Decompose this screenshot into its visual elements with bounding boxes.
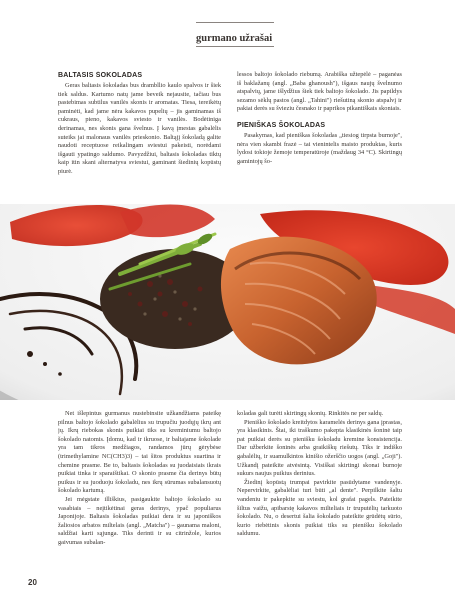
header-rule-bottom [196, 46, 274, 47]
heading-white-chocolate: BALTASIS ŠOKOLADAS [58, 72, 143, 79]
paragraph: Žiedinį kopūstą trumpai pavirkite pasūdytame vandenyje. Nepervirkite, gabalėliai turi būti „al dente". Perpilkite šaltu vandeniu ir pakepkite su sviestu, kol grafai pagels. Pateikite šiltus vaižu, apibarstę kakavos milteliais ir truputėlių tarkuoto šokolado. Nu, o desertui šalia šokolado pateikite grūdėtų sūrio, kurio riebėtinis skonis puikiai tiks su pienišku šokolado saldumu. [237, 478, 402, 538]
paragraph: Geras baltasis šokoladas bus drambllio kaulo spalvos ir šiek tiek saldus. Kartumo natų jame beveik nejausite, tačiau bus pastebimas subtilus vanilės skonis ir aromatas. Tiesa, tereikėtų paminėti, kad jame nėra kakavos pupelių – jis gaminamas iš cukraus, pieno, kakavos sviesto ir vanilės. Bodėtiniga derinamas, nes skonis gana švelnus. Į kavą įmestas gabalėlis suteiks jai malonaus vanilės prieskonio. Baltąjį šokoladą galite naudoti receptuose reikalingam sviestui pakeisti, norėdami išgauti ypatingo saldumo. Pavyzdžiui, baltasis šokoladas tiktų kaip itin skani alternatyva sviestui, gaminant šiedinių kopūstų piurė. [58, 82, 221, 175]
right-column-bottom [237, 410, 402, 574]
page-number: 20 [28, 578, 37, 587]
right-column-top [237, 71, 402, 201]
paragraph: koladas gali turėti skirtingų skonių. Rinkitės ne per saldų. [237, 410, 384, 417]
left-column-top [58, 71, 221, 196]
paragraph: lessos baltojo šokolado riebumą. Arabiška užtepėlė – paganėas iš baklažanų (angl. „Baba ghanoush"), išgaus naujų švelnumo atspalvių, jame išlydžius šiek tiek baltojo šokolado. Jis papildys sezamo sėklų pastos (angl. „Tahini") riešutiną skonio atspalvį ir pakiai derės su švieziu česnako ir paprikos pikantiškais skoniais. [237, 71, 402, 113]
paragraph: Pieniško šokolado kreitdytos karamelės derinys gana įprastas, yra klasikinis. Štai, iki traškumo pakepta klasikinės šoninė taip pat puikiai derės su pienišku šokoladu kremine konsistencija. Dar užberkite šoninės arba graikiškų riešutų. Tiks ir indiško gabalėlių, ir suamulkintos kinišio ožerščio uogos (angl. „Goji"). Užkandį pateikite atvėsintą. Visiškai skirtingi skonai burnoje sukurs naujus puikius derinius. [237, 418, 402, 478]
paragraph: Jei mėgstate illiškius, pasigaukite baltojo šokolado su vasabiais – neįtikėtinai geras derinys, ypač populiarus Japonijoje. Baltasis šokoladas puikiai dera ir su japoniškos žaliosios arbatos miltelais (angl. „Matcha") – gaunama maloni, saldžiai karti sąjunga. Tiks derinti ir su citrinžole, kurios gaivumas subalan- [58, 495, 221, 546]
left-column-bottom [58, 410, 221, 574]
paragraph: Pasakymas, kad pieniškas šokoladas „tiesiog tirpsta burnoje", nėra vien skambi frazė – tai vienintelis maisto produktas, kuris lydosi tokioje žemoje temperatūroje (maždaug 34 °C). Skirtingų gamintojų šo- [237, 131, 402, 165]
header-rule-top [196, 22, 274, 23]
heading-milk-chocolate: PIENIŠKAS ŠOKOLADAS [237, 121, 326, 129]
food-photo [0, 204, 455, 400]
paragraph: Net išlepintus gurmanus nustebinsite užkandžiams pateikę pilnus baltojo šokolado gabalėlius su trupučiu juodųjų ikrų ant jų. Ikrų riebokas skonis puikiai tiks su kreminiumu baltojo šokolado natomis. Įdomu, kad ir ikruose, ir baltajame šokolade yra tam tikros medžiagos, randamos jūrų gėrybėse (trimethylamine NC(CH3)3) – tai šitos produktus suartina ir chemine prasme. Be to, baltasis šokoladas su juodaisiais ikrais puikiai tinka ir sparaištikai. O skonio prasme čia derinys būtų puikus ir su juoduoju šokoladu, nes ikrų sūrumas subalansuotų šokolado kartumą. [58, 410, 221, 495]
